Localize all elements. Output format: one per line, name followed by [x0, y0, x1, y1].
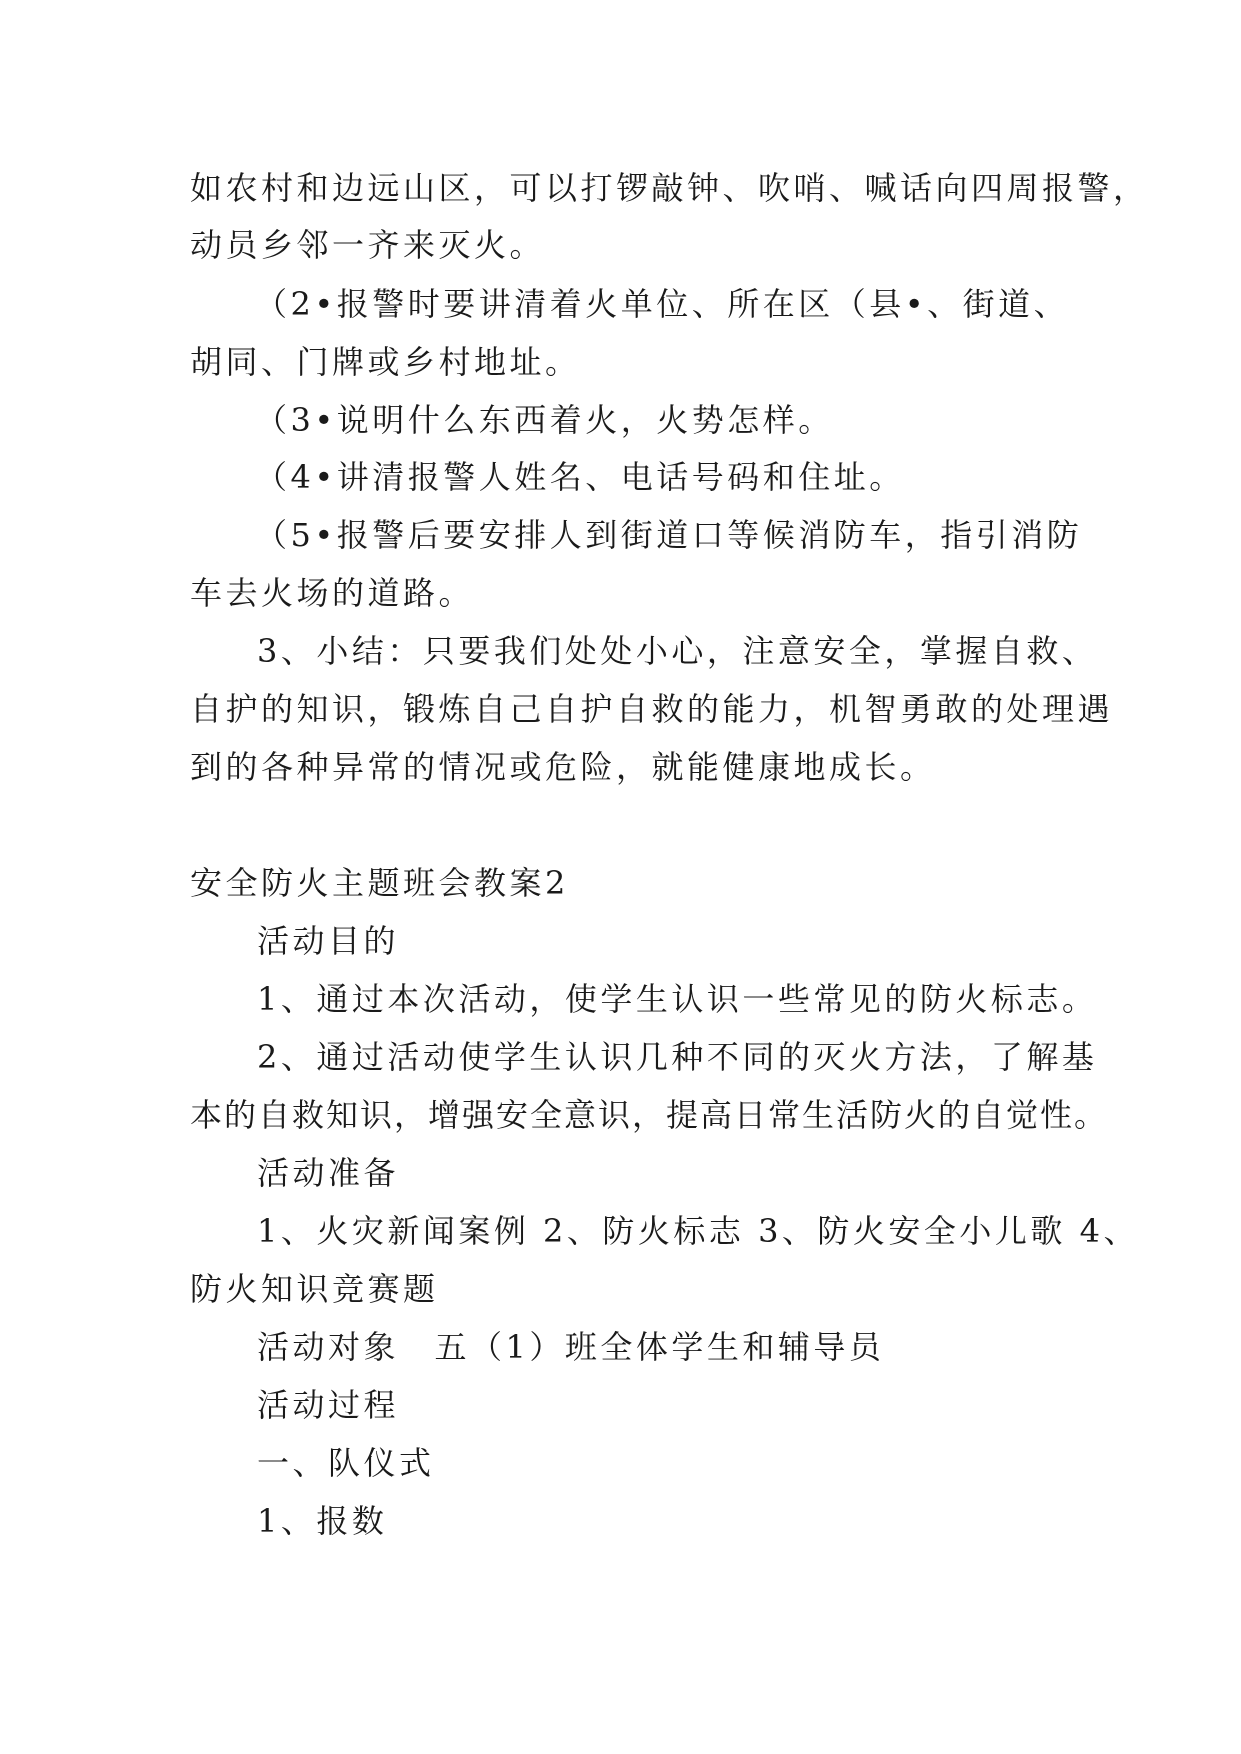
subheading: 一、队仪式: [257, 1444, 435, 1482]
paragraph-line: 动员乡邻一齐来灭火。: [190, 226, 546, 264]
section-title: 安全防火主题班会教案2: [190, 864, 569, 902]
list-item: 1、通过本次活动，使学生认识一些常见的防火标志。: [257, 980, 1098, 1018]
paragraph-line: 本的自救知识，增强安全意识，提高日常生活防火的自觉性。: [190, 1096, 1109, 1134]
list-item: （2•报警时要讲清着火单位、所在区（县•、街道、: [255, 285, 1070, 323]
paragraph-line: 车去火场的道路。: [190, 574, 475, 612]
list-item: 2、通过活动使学生认识几种不同的灭火方法，了解基: [257, 1038, 1098, 1076]
list-item: （5•报警后要安排人到街道口等候消防车，指引消防: [255, 516, 1083, 554]
paragraph-line: 如农村和边远山区，可以打锣敲钟、吹哨、喊话向四周报警，: [190, 169, 1149, 207]
list-item: （4•讲清报警人姓名、电话号码和住址。: [255, 458, 905, 496]
list-item: 1、火灾新闻案例 2、防火标志 3、防火安全小儿歌 4、: [257, 1212, 1139, 1250]
heading-activity-prep: 活动准备: [257, 1154, 400, 1192]
summary-line: 3、小结：只要我们处处小心，注意安全，掌握自救、: [257, 632, 1098, 670]
paragraph-line: 胡同、门牌或乡村地址。: [190, 343, 581, 381]
paragraph-line: 防火知识竞赛题: [190, 1270, 439, 1308]
heading-activity-process: 活动过程: [257, 1386, 400, 1424]
paragraph-line: 自护的知识，锻炼自己自护自救的能力，机智勇敢的处理遇: [190, 690, 1114, 728]
list-item: 1、报数: [257, 1502, 388, 1540]
heading-activity-goal: 活动目的: [257, 922, 400, 960]
heading-activity-target: 活动对象 五（1）班全体学生和辅导员: [257, 1328, 885, 1366]
paragraph-line: 到的各种异常的情况或危险，就能健康地成长。: [190, 748, 936, 786]
list-item: （3•说明什么东西着火，火势怎样。: [255, 401, 834, 439]
